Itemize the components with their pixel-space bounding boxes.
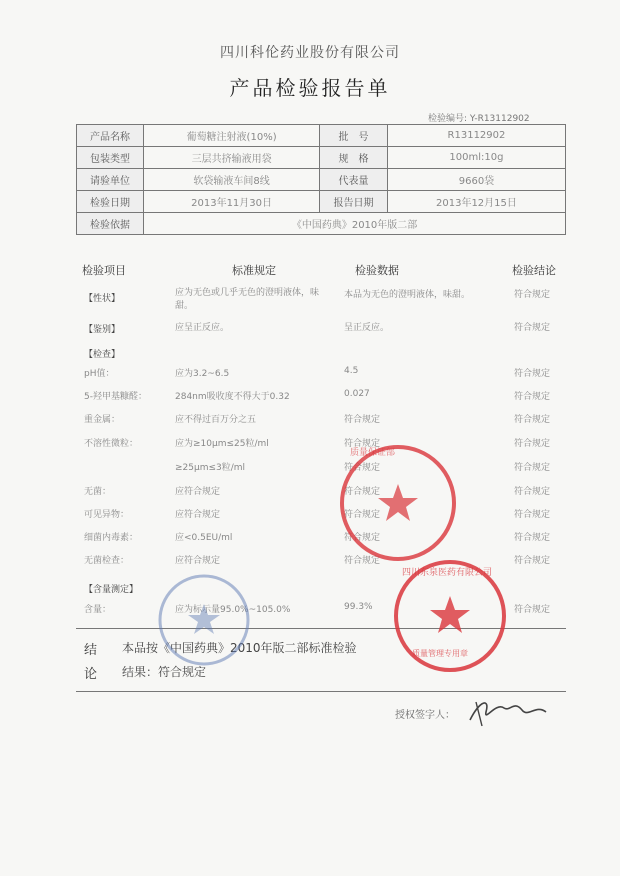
row-section: 【检查】 — [84, 350, 121, 360]
row-standard: ≥25μm≤3粒/ml — [175, 463, 246, 473]
qty-label: 代表量 — [320, 169, 388, 191]
test-date-value: 2013年11月30日 — [144, 191, 320, 213]
row-standard: 应符合规定 — [175, 556, 221, 566]
row-item: pH值： — [84, 369, 115, 379]
row-item: 可见异物： — [84, 510, 130, 520]
batch-label: 批 号 — [320, 125, 388, 147]
product-name-value: 葡萄糖注射液(10%) — [144, 125, 320, 147]
report-date-label: 报告日期 — [320, 191, 388, 213]
row-result: 符合规定 — [514, 556, 551, 566]
row-result: 符合规定 — [514, 415, 551, 425]
signature-mark — [462, 690, 552, 730]
row-item: 无菌： — [84, 487, 112, 497]
row-result: 符合规定 — [514, 533, 551, 543]
row-item: 不溶性微粒： — [84, 439, 139, 449]
row-result: 符合规定 — [514, 605, 551, 615]
row-standard: 应不得过百万分之五 — [175, 415, 257, 425]
row-data: 符合规定 — [344, 487, 381, 497]
conclusion-label: 结 — [84, 643, 98, 658]
row-result: 符合规定 — [514, 290, 551, 300]
spec-value: 100ml:10g — [387, 147, 565, 169]
row-data: 符合规定 — [344, 533, 381, 543]
row-standard: 应符合规定 — [175, 510, 221, 520]
company-name: 四川科伦药业股份有限公司 — [220, 45, 400, 61]
row-standard: 应符合规定 — [175, 487, 221, 497]
row-standard: 284nm吸收度不得大于0.32 — [175, 392, 290, 402]
basis-value: 《中国药典》2010年版二部 — [144, 213, 566, 235]
row-item: 【鉴别】 — [84, 325, 121, 335]
report-title: 产品检验报告单 — [229, 76, 391, 100]
row-data: 4.5 — [344, 366, 359, 376]
conclusion-label: 论 — [84, 667, 98, 682]
col-header-data: 检验数据 — [355, 264, 399, 277]
row-result: 符合规定 — [514, 463, 551, 473]
row-standard: 应<0.5EU/ml — [175, 533, 233, 543]
row-result: 符合规定 — [514, 369, 551, 379]
row-item: 重金属： — [84, 415, 121, 425]
row-standard: 应为无色或几乎无色的澄明液体，味甜。 — [175, 288, 320, 311]
dept-value: 软袋输液车间8线 — [144, 169, 320, 191]
report-date-value: 2013年12月15日 — [387, 191, 565, 213]
row-data: 符合规定 — [344, 463, 381, 473]
company-stamp-text: 四川东泉医药有限公司 — [402, 568, 493, 578]
row-data: 0.027 — [344, 389, 370, 399]
test-date-label: 检验日期 — [77, 191, 144, 213]
row-section: 【含量测定】 — [84, 585, 139, 595]
row-data: 99.3% — [344, 602, 373, 612]
col-header-result: 检验结论 — [512, 264, 556, 277]
basis-label: 检验依据 — [77, 213, 144, 235]
row-result: 符合规定 — [514, 323, 551, 333]
qty-value: 9660袋 — [387, 169, 565, 191]
row-data: 符合规定 — [344, 510, 381, 520]
row-data: 符合规定 — [344, 415, 381, 425]
row-item: 5-羟甲基糠醛： — [84, 392, 147, 402]
qc-stamp-text: 质量保证部 — [350, 448, 396, 458]
product-info-table — [76, 124, 566, 235]
row-result: 符合规定 — [514, 487, 551, 497]
row-item: 细菌内毒素： — [84, 533, 139, 543]
spec-label: 规 格 — [320, 147, 388, 169]
row-item: 【性状】 — [84, 294, 121, 304]
row-result: 符合规定 — [514, 439, 551, 449]
product-name-label: 产品名称 — [77, 125, 144, 147]
row-data: 符合规定 — [344, 439, 381, 449]
dept-label: 请验单位 — [77, 169, 144, 191]
batch-value: R13112902 — [387, 125, 565, 147]
company-stamp-subtext: 质量管理专用章 — [412, 649, 468, 658]
row-standard: 应呈正反应。 — [175, 323, 230, 333]
report-number: 检验编号: Y-R13112902 — [428, 114, 530, 124]
row-item: 含量： — [84, 605, 112, 615]
conclusion-line: 结果：符合规定 — [122, 665, 207, 679]
qc-blue-stamp — [156, 572, 252, 668]
col-header-item: 检验项目 — [82, 264, 126, 277]
col-header-standard: 标准规定 — [232, 264, 276, 277]
row-item: 无菌检查： — [84, 556, 130, 566]
signature-label: 授权签字人： — [395, 710, 455, 721]
row-standard: 应为3.2~6.5 — [175, 369, 230, 379]
qc-red-stamp — [337, 442, 459, 564]
row-result: 符合规定 — [514, 392, 551, 402]
conclusion-line: 本品按《中国药典》2010年版二部标准检验 — [122, 641, 357, 655]
package-value: 三层共挤输液用袋 — [144, 147, 320, 169]
row-result: 符合规定 — [514, 510, 551, 520]
row-standard: 应为≥10μm≤25粒/ml — [175, 439, 269, 449]
package-label: 包装类型 — [77, 147, 144, 169]
row-data: 符合规定 — [344, 556, 381, 566]
row-standard: 应为标示量95.0%~105.0% — [175, 605, 291, 615]
row-data: 本品为无色的澄明液体，味甜。 — [344, 290, 471, 300]
row-data: 呈正反应。 — [344, 323, 390, 333]
